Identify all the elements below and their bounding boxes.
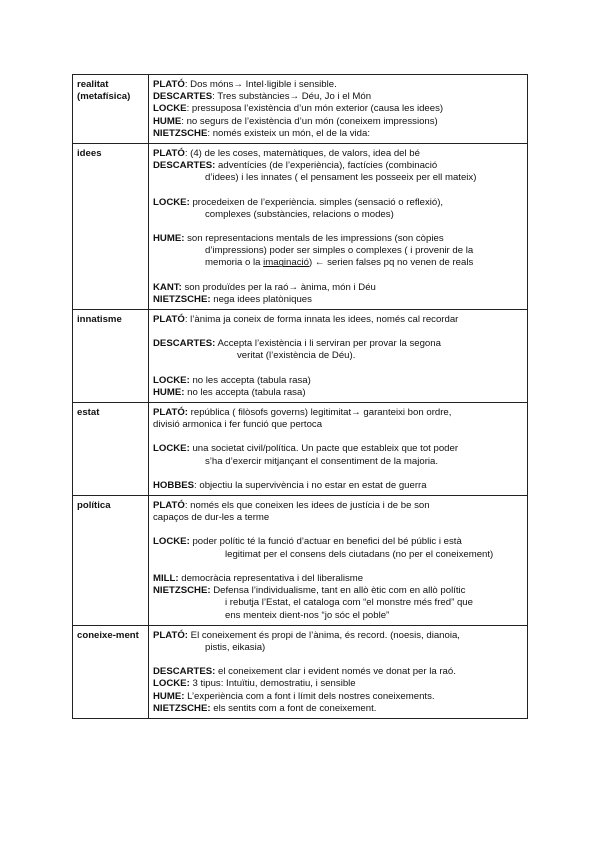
list-item-continuation: i rebutja l’Estat, el cataloga com “el monstre més fred” que: [225, 597, 473, 609]
list-item: HOBBES: objectiu la supervivència i no estar en estat de guerra: [153, 479, 427, 491]
list-item: HUME: son representacions mentals de les impressions (son còpies: [153, 233, 444, 245]
list-item-continuation: pistis, eikasia): [205, 641, 266, 653]
list-item: DESCARTES: el coneixement clar i evident només ve donat per la raó.: [153, 666, 456, 678]
table-row: [73, 75, 528, 144]
topic-cell: política: [73, 496, 149, 626]
list-item: HUME: L’experiència com a font i límit dels nostres coneixements.: [153, 690, 435, 702]
list-item: LOCKE: pressuposa l’existència d’un món exterior (causa les idees): [153, 103, 444, 115]
list-item: HUME: no les accepta (tabula rasa): [153, 386, 306, 398]
table-row: [73, 144, 528, 310]
list-item-continuation: ens menteix dient-nos “jo sóc el poble”: [225, 609, 390, 621]
list-item-continuation: memoria o la imaginació) ← serien falses pq no venen de reals: [205, 257, 474, 269]
table-row: [73, 625, 528, 718]
list-item-continuation: capaços de dur-les a terme: [153, 512, 270, 524]
list-item-continuation: d’impressions) poder ser simples o complexes ( i provenir de la: [205, 245, 474, 257]
topic-cell: realitat (metafísica): [73, 75, 149, 144]
content-cell: [149, 403, 528, 496]
content-cell: [149, 144, 528, 310]
list-item: DESCARTES: Accepta l’existència i li serviran per provar la segona: [153, 338, 441, 350]
list-item: HUME: no segurs de l’existència d’un món (coneixem impressions): [153, 115, 438, 127]
list-item: NIETZSCHE: només existeix un món, el de la vida:: [153, 127, 371, 139]
table-row: [73, 496, 528, 626]
list-item-continuation: d’idees) i les innates ( el pensament les posseeix per ell mateix): [205, 172, 477, 184]
list-item: PLATÓ: només els que coneixen les idees de justícia i de be son: [153, 500, 430, 512]
list-item: MILL: democràcia representativa i del liberalisme: [153, 572, 364, 584]
list-item: LOCKE: poder polític té la funció d’actuar en benefici del bé públic i està: [153, 536, 462, 548]
list-item: LOCKE: procedeixen de l’experiència. simples (sensació o reflexió),: [153, 196, 444, 208]
list-item: PLATÓ: (4) de les coses, matemàtiques, de valors, idea del bé: [153, 148, 420, 160]
content-cell: [149, 625, 528, 718]
list-item-continuation: legitimat per el consens dels ciutadans (no per el coneixement): [225, 548, 494, 560]
list-item: PLATÓ: l’ànima ja coneix de forma innata les idees, només cal recordar: [153, 314, 459, 326]
list-item-continuation: veritat (l’existència de Déu).: [237, 350, 356, 362]
table-row: [73, 403, 528, 496]
list-item: NIETZSCHE: nega idees platòniques: [153, 293, 312, 305]
topic-cell: coneixe-ment: [73, 625, 149, 718]
list-item: NIETZSCHE: els sentits com a font de coneixement.: [153, 702, 377, 714]
list-item: LOCKE: 3 tipus: Intuïtiu, demostratiu, i sensible: [153, 678, 356, 690]
list-item: KANT: son produïdes per la raó→ ànima, món i Déu: [153, 281, 376, 293]
table-row: [73, 310, 528, 403]
list-item: LOCKE: una societat civil/política. Un pacte que estableix que tot poder: [153, 443, 459, 455]
content-cell: [149, 496, 528, 626]
summary-table: [72, 74, 528, 719]
list-item: PLATÓ: Dos móns→ Intel·ligible i sensible.: [153, 79, 337, 90]
topic-cell: innatisme: [73, 310, 149, 403]
content-cell: [149, 75, 528, 144]
list-item: PLATÓ: El coneixement és propi de l’ànima, és record. (noesis, dianoia,: [153, 629, 460, 641]
content-cell: [149, 310, 528, 403]
topic-cell: idees: [73, 144, 149, 310]
list-item: DESCARTES: Tres substàncies→ Déu, Jo i el Món: [153, 91, 372, 103]
list-item: PLATÓ: república ( filòsofs governs) legitimitat→ garanteixi bon ordre,: [153, 407, 452, 419]
list-item-continuation: complexes (substàncies, relacions o modes): [205, 208, 394, 220]
list-item: DESCARTES: adventícies (de l’experiència), factícies (combinació: [153, 160, 438, 172]
topic-cell: estat: [73, 403, 149, 496]
list-item-continuation: divisió armonica i fer funció que pertoca: [153, 419, 323, 431]
list-item: LOCKE: no les accepta (tabula rasa): [153, 374, 311, 386]
list-item-continuation: s’ha d’exercir mitjançant el consentiment de la majoria.: [205, 455, 439, 467]
list-item: NIETZSCHE: Defensa l’individualisme, tant en allò ètic com en allò polític: [153, 585, 466, 597]
